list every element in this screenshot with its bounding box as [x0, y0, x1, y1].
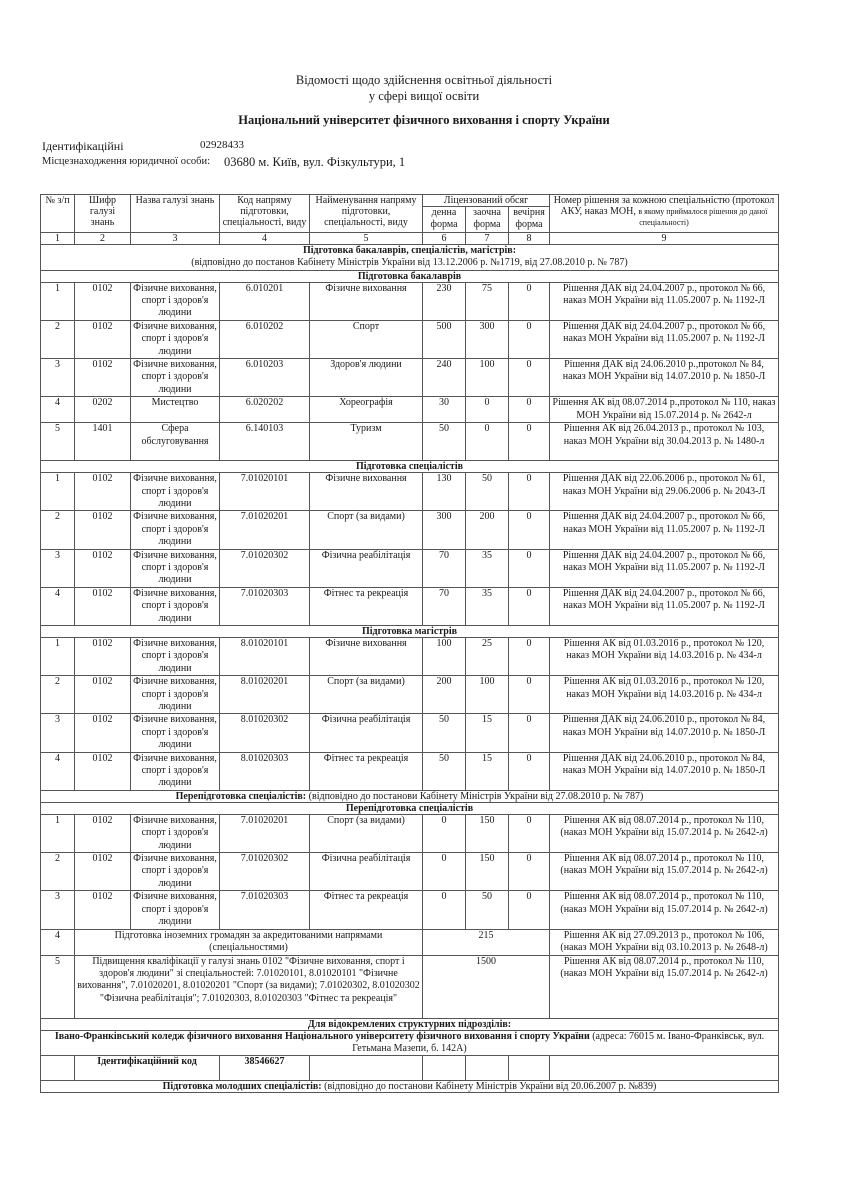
col-header-field-code: Шифр галузі знань: [75, 195, 131, 233]
row-number: 3: [41, 891, 75, 929]
row-number: 2: [41, 320, 75, 358]
col-number: 7: [466, 232, 509, 244]
spec-code: 7.01020302: [220, 549, 310, 587]
day-form-volume: 50: [423, 752, 466, 790]
table-row: [41, 714, 779, 752]
field-name: Фізичне виховання, спорт і здоров'я людини: [131, 359, 220, 397]
field-code: 0102: [75, 891, 131, 929]
part-time-volume: 150: [466, 853, 509, 891]
evening-volume: 0: [509, 714, 550, 752]
spec-name: Фітнес та рекреація: [310, 587, 423, 625]
extra-description: Підготовка іноземних громадян за акредитованими напрямами (спеціальностями): [75, 929, 423, 955]
spec-code: 6.140103: [220, 423, 310, 461]
extra-row: [41, 955, 779, 1018]
col-header-day: денна форма: [423, 207, 466, 233]
decision-cell: Рішення ДАК від 24.04.2007 р., протокол № 66, наказ МОН України від 11.05.2007 р. № 1192-Л: [550, 511, 779, 549]
part-time-volume: 100: [466, 359, 509, 397]
part-time-volume: 35: [466, 549, 509, 587]
field-name: Фізичне виховання, спорт і здоров'я людини: [131, 752, 220, 790]
field-name: Фізичне виховання, спорт і здоров'я людини: [131, 587, 220, 625]
spec-code: 7.01020302: [220, 853, 310, 891]
decision-cell: Рішення АК від 08.07.2014 р.,протокол № 110, наказ МОН України від 15.07.2014 р. № 2642-л: [550, 397, 779, 423]
col-header-part-time: заочна форма: [466, 207, 509, 233]
col-number: 2: [75, 232, 131, 244]
table-row: [41, 511, 779, 549]
location-value: 03680 м. Київ, вул. Фізкультури, 1: [224, 155, 406, 169]
evening-volume: 0: [509, 282, 550, 320]
day-form-volume: 50: [423, 423, 466, 461]
field-code: 0102: [75, 282, 131, 320]
part-time-volume: 100: [466, 676, 509, 714]
field-code: 0102: [75, 549, 131, 587]
day-form-volume: 200: [423, 676, 466, 714]
evening-volume: 0: [509, 397, 550, 423]
col-header-number: № з/п: [41, 195, 75, 233]
field-name: Фізичне виховання, спорт і здоров'я людини: [131, 714, 220, 752]
decision-cell: Рішення АК від 08.07.2014 р., протокол № 110, (наказ МОН України від 15.07.2014 р. № 2642-л): [550, 814, 779, 852]
table-row: [41, 676, 779, 714]
field-name: Фізичне виховання, спорт і здоров'я людини: [131, 282, 220, 320]
table-row: [41, 359, 779, 397]
college-id-label: Ідентифікаційний код: [75, 1056, 220, 1081]
evening-volume: 0: [509, 676, 550, 714]
row-number: 5: [41, 955, 75, 1018]
table-row: [41, 320, 779, 358]
junior-title-rest: (відповідно до постанови Кабінету Міністрів України від 20.06.2007 р. №839): [321, 1081, 657, 1093]
field-code: 0102: [75, 511, 131, 549]
spec-name: Фізична реабілітація: [310, 549, 423, 587]
col-header-licensed-volume: Ліцензований обсяг: [423, 195, 550, 207]
spec-name: Здоров'я людини: [310, 359, 423, 397]
evening-volume: 0: [509, 423, 550, 461]
extra-volume: 215: [423, 929, 550, 955]
day-form-volume: 300: [423, 511, 466, 549]
junior-specialists-title: [41, 1081, 779, 1093]
subsection-title-masters: Підготовка магістрів: [41, 625, 779, 637]
row-number: 2: [41, 853, 75, 891]
col-number: 4: [220, 232, 310, 244]
spec-code: 7.01020201: [220, 814, 310, 852]
field-name: Фізичне виховання, спорт і здоров'я людини: [131, 637, 220, 675]
field-code: 0102: [75, 853, 131, 891]
field-name: Фізичне виховання, спорт і здоров'я людини: [131, 853, 220, 891]
column-numbers-row: [41, 232, 779, 244]
day-form-volume: 0: [423, 853, 466, 891]
spec-name: Спорт (за видами): [310, 814, 423, 852]
field-name: Фізичне виховання, спорт і здоров'я людини: [131, 814, 220, 852]
evening-volume: 0: [509, 752, 550, 790]
evening-volume: 0: [509, 549, 550, 587]
row-number: 2: [41, 676, 75, 714]
table-row: [41, 282, 779, 320]
decision-cell: Рішення ДАК від 24.04.2007 р., протокол № 66, наказ МОН України від 11.05.2007 р. № 1192-Л: [550, 320, 779, 358]
university-name: Національний університет фізичного виховання і спорту України: [238, 113, 610, 127]
field-name: Фізичне виховання, спорт і здоров'я людини: [131, 891, 220, 929]
college-row: [41, 1030, 779, 1056]
field-code: 0102: [75, 359, 131, 397]
spec-name: Спорт (за видами): [310, 511, 423, 549]
header-row-1: [41, 195, 779, 207]
col-header-field-name: Назва галузі знань: [131, 195, 220, 233]
spec-code: 6.020202: [220, 397, 310, 423]
retraining-section-title: [41, 790, 779, 802]
college-id-row: [41, 1056, 779, 1081]
section-heading: [41, 1018, 779, 1030]
identification-row: [42, 139, 244, 154]
subsection-heading: [41, 461, 779, 473]
row-number: 3: [41, 549, 75, 587]
location-label: Місцезнаходження юридичної особи:: [42, 156, 211, 167]
day-form-volume: 0: [423, 891, 466, 929]
licensing-table: [40, 194, 779, 1093]
spec-code: 6.010203: [220, 359, 310, 397]
evening-volume: 0: [509, 587, 550, 625]
row-number: 4: [41, 929, 75, 955]
decision-cell: Рішення АК від 01.03.2016 р., протокол № 120, наказ МОН України від 14.03.2016 р. № 434-л: [550, 676, 779, 714]
day-form-volume: 70: [423, 549, 466, 587]
section-heading: [41, 790, 779, 802]
college-name: Івано-Франківський коледж фізичного виховання Національного університету фізичного виховання і спорту України: [54, 1030, 590, 1042]
col-number: 9: [550, 232, 779, 244]
field-name: Мистецтво: [131, 397, 220, 423]
day-form-volume: 30: [423, 397, 466, 423]
id-value: 02928433: [200, 139, 244, 151]
field-code: 0102: [75, 814, 131, 852]
part-time-volume: 50: [466, 891, 509, 929]
spec-name: Хореографія: [310, 397, 423, 423]
field-code: 0102: [75, 714, 131, 752]
spec-name: Фітнес та рекреація: [310, 752, 423, 790]
decision-cell: Рішення ДАК від 24.06.2010 р.,протокол № 84, наказ МОН України від 14.07.2010 р. № 1850-Л: [550, 359, 779, 397]
col-number: 1: [41, 232, 75, 244]
table-row: [41, 549, 779, 587]
day-form-volume: 100: [423, 637, 466, 675]
evening-volume: 0: [509, 891, 550, 929]
col-header-evening: вечірня форма: [509, 207, 550, 233]
spec-code: 6.010202: [220, 320, 310, 358]
decision-cell: Рішення ДАК від 24.06.2010 р., протокол № 84, наказ МОН України від 14.07.2010 р. № 1850-Л: [550, 752, 779, 790]
table-row: [41, 473, 779, 511]
row-number: 5: [41, 423, 75, 461]
table-row: [41, 891, 779, 929]
spec-code: 7.01020303: [220, 891, 310, 929]
decision-cell: Рішення АК від 27.09.2013 р., протокол № 106, (наказ МОН України від 03.10.2013 р. № 2648-л): [550, 929, 779, 955]
row-number: 4: [41, 397, 75, 423]
section-subtitle: (відповідно до постанов Кабінету Міністрів України від 13.12.2006 р. №1719, від 27.08.2010 р. № 787): [191, 257, 628, 269]
spec-code: 7.01020101: [220, 473, 310, 511]
decision-header-note: в якому приймалося рішення до даної спеціальності): [638, 207, 768, 227]
day-form-volume: 130: [423, 473, 466, 511]
part-time-volume: 50: [466, 473, 509, 511]
retraining-section-bold: Перепідготовка спеціалістів:: [175, 790, 307, 802]
spec-code: 8.01020101: [220, 637, 310, 675]
day-form-volume: 70: [423, 587, 466, 625]
spec-name: Фізичне виховання: [310, 637, 423, 675]
evening-volume: 0: [509, 853, 550, 891]
evening-volume: 0: [509, 359, 550, 397]
col-number: 6: [423, 232, 466, 244]
location-row: [42, 155, 406, 169]
title-line-2: у сфері вищої освіти: [368, 89, 480, 103]
decision-cell: Рішення ДАК від 24.04.2007 р., протокол № 66, наказ МОН України від 11.05.2007 р. № 1192-Л: [550, 282, 779, 320]
row-number: 2: [41, 511, 75, 549]
field-name: Фізичне виховання, спорт і здоров'я людини: [131, 320, 220, 358]
title-line-1: Відомості щодо здійснення освітньої діяльності: [295, 73, 553, 87]
row-number: 4: [41, 752, 75, 790]
day-form-volume: 500: [423, 320, 466, 358]
spec-name: Туризм: [310, 423, 423, 461]
day-form-volume: 50: [423, 714, 466, 752]
field-name: Фізичне виховання, спорт і здоров'я людини: [131, 473, 220, 511]
extra-description: Підвищення кваліфікації у галузі знань 0102 "Фізичне виховання, спорт і здоров'я людини" зі спеціальностей: 7.01020101, 8.01020101 "Фізичне виховання", 7.01020201, 8.01020201 "Спорт (за видами); 7.01020302, 8.01020302 "Фізична реабілітація"; 7.01020303, 8.01020303 "Фітнес та рекреація": [75, 955, 423, 1018]
college-info: [41, 1030, 779, 1056]
field-name: Фізичне виховання, спорт і здоров'я людини: [131, 511, 220, 549]
table-row: [41, 587, 779, 625]
decision-cell: Рішення ДАК від 24.06.2010 р., протокол № 84, наказ МОН України від 14.07.2010 р. № 1850-Л: [550, 714, 779, 752]
day-form-volume: 230: [423, 282, 466, 320]
spec-name: Фізична реабілітація: [310, 853, 423, 891]
extra-volume: 1500: [423, 955, 550, 1018]
evening-volume: 0: [509, 320, 550, 358]
decision-header-main: Номер рішення за кожною спеціальністю (протокол АКУ, наказ МОН,: [553, 195, 775, 217]
table-row: [41, 637, 779, 675]
decision-cell: Рішення АК від 01.03.2016 р., протокол № 120, наказ МОН України від 14.03.2016 р. № 434-л: [550, 637, 779, 675]
decision-cell: Рішення АК від 08.07.2014 р., протокол № 110, (наказ МОН України від 15.07.2014 р. № 2642-л): [550, 853, 779, 891]
branches-title: Для відокремлених структурних підрозділів:: [41, 1018, 779, 1030]
subsection-heading: [41, 270, 779, 282]
spec-code: 7.01020303: [220, 587, 310, 625]
field-name: Фізичне виховання, спорт і здоров'я людини: [131, 549, 220, 587]
part-time-volume: 0: [466, 397, 509, 423]
field-code: 0102: [75, 637, 131, 675]
table-row: [41, 814, 779, 852]
row-number: 3: [41, 714, 75, 752]
col-number: 8: [509, 232, 550, 244]
junior-title-bold: Підготовка молодших спеціалістів:: [162, 1081, 322, 1093]
id-label: Ідентифікаційні: [42, 139, 124, 153]
evening-volume: 0: [509, 511, 550, 549]
subsection-heading: [41, 802, 779, 814]
spec-code: 7.01020201: [220, 511, 310, 549]
field-code: 0102: [75, 473, 131, 511]
table-row: [41, 853, 779, 891]
college-address: (адреса: 76015 м. Івано-Франківськ, вул. Гетьмана Мазепи, б. 142А): [352, 1030, 765, 1054]
day-form-volume: 0: [423, 814, 466, 852]
field-name: Фізичне виховання, спорт і здоров'я людини: [131, 676, 220, 714]
evening-volume: 0: [509, 473, 550, 511]
part-time-volume: 300: [466, 320, 509, 358]
section-heading: [41, 244, 779, 270]
spec-name: Фізичне виховання: [310, 473, 423, 511]
subsection-title-bachelors: Підготовка бакалаврів: [41, 270, 779, 282]
field-name: Сфера обслуговування: [131, 423, 220, 461]
spec-code: 8.01020302: [220, 714, 310, 752]
decision-cell: Рішення ДАК від 22.06.2006 р., протокол № 61, наказ МОН України від 29.06.2006 р. № 2043-Л: [550, 473, 779, 511]
decision-cell: Рішення АК від 08.07.2014 р., протокол № 110, (наказ МОН України від 15.07.2014 р. № 2642-л): [550, 891, 779, 929]
table-row: [41, 752, 779, 790]
spec-code: 8.01020303: [220, 752, 310, 790]
part-time-volume: 150: [466, 814, 509, 852]
part-time-volume: 75: [466, 282, 509, 320]
decision-cell: Рішення ДАК від 24.04.2007 р., протокол № 66, наказ МОН України від 11.05.2007 р. № 1192-Л: [550, 587, 779, 625]
field-code: 0202: [75, 397, 131, 423]
field-code: 1401: [75, 423, 131, 461]
table-row: [41, 397, 779, 423]
section-heading: [41, 1081, 779, 1093]
part-time-volume: 15: [466, 714, 509, 752]
row-number: 1: [41, 282, 75, 320]
row-number: 1: [41, 637, 75, 675]
field-code: 0102: [75, 752, 131, 790]
spec-name: Фізичне виховання: [310, 282, 423, 320]
spec-code: 8.01020201: [220, 676, 310, 714]
subsection-heading: [41, 625, 779, 637]
part-time-volume: 200: [466, 511, 509, 549]
decision-cell: Рішення АК від 08.07.2014 р., протокол № 110, (наказ МОН України від 15.07.2014 р. № 2642-л): [550, 955, 779, 1018]
spec-name: Спорт: [310, 320, 423, 358]
col-header-spec-code: Код напряму підготовки, спеціальності, виду: [220, 195, 310, 233]
spec-name: Фітнес та рекреація: [310, 891, 423, 929]
decision-cell: Рішення АК від 26.04.2013 р., протокол № 103, наказ МОН України від 30.04.2013 р. № 1480-л: [550, 423, 779, 461]
decision-cell: Рішення ДАК від 24.04.2007 р., протокол № 66, наказ МОН України від 11.05.2007 р. № 1192-Л: [550, 549, 779, 587]
col-number: 5: [310, 232, 423, 244]
evening-volume: 0: [509, 637, 550, 675]
spec-name: Фізична реабілітація: [310, 714, 423, 752]
field-code: 0102: [75, 320, 131, 358]
subsection-title-specialists: Підготовка спеціалістів: [41, 461, 779, 473]
college-id-value: 38546627: [220, 1056, 310, 1081]
evening-volume: 0: [509, 814, 550, 852]
retraining-section-rest: (відповідно до постанови Кабінету Міністрів України від 27.08.2010 р. № 787): [306, 790, 644, 802]
part-time-volume: 15: [466, 752, 509, 790]
spec-name: Спорт (за видами): [310, 676, 423, 714]
part-time-volume: 35: [466, 587, 509, 625]
extra-row: [41, 929, 779, 955]
spec-code: 6.010201: [220, 282, 310, 320]
part-time-volume: 25: [466, 637, 509, 675]
row-number: 1: [41, 814, 75, 852]
row-number: 1: [41, 473, 75, 511]
section-title: Підготовка бакалаврів, спеціалістів, магістрів:: [302, 244, 517, 256]
col-number: 3: [131, 232, 220, 244]
row-number: 4: [41, 587, 75, 625]
col-header-spec-name: Найменування напряму підготовки, спеціальності, виду: [310, 195, 423, 233]
document-title: [0, 72, 848, 104]
field-code: 0102: [75, 587, 131, 625]
field-code: 0102: [75, 676, 131, 714]
row-number: 3: [41, 359, 75, 397]
col-header-decision: [550, 195, 779, 233]
subsection-title-retraining: Перепідготовка спеціалістів: [41, 802, 779, 814]
table-row: [41, 423, 779, 461]
day-form-volume: 240: [423, 359, 466, 397]
part-time-volume: 0: [466, 423, 509, 461]
